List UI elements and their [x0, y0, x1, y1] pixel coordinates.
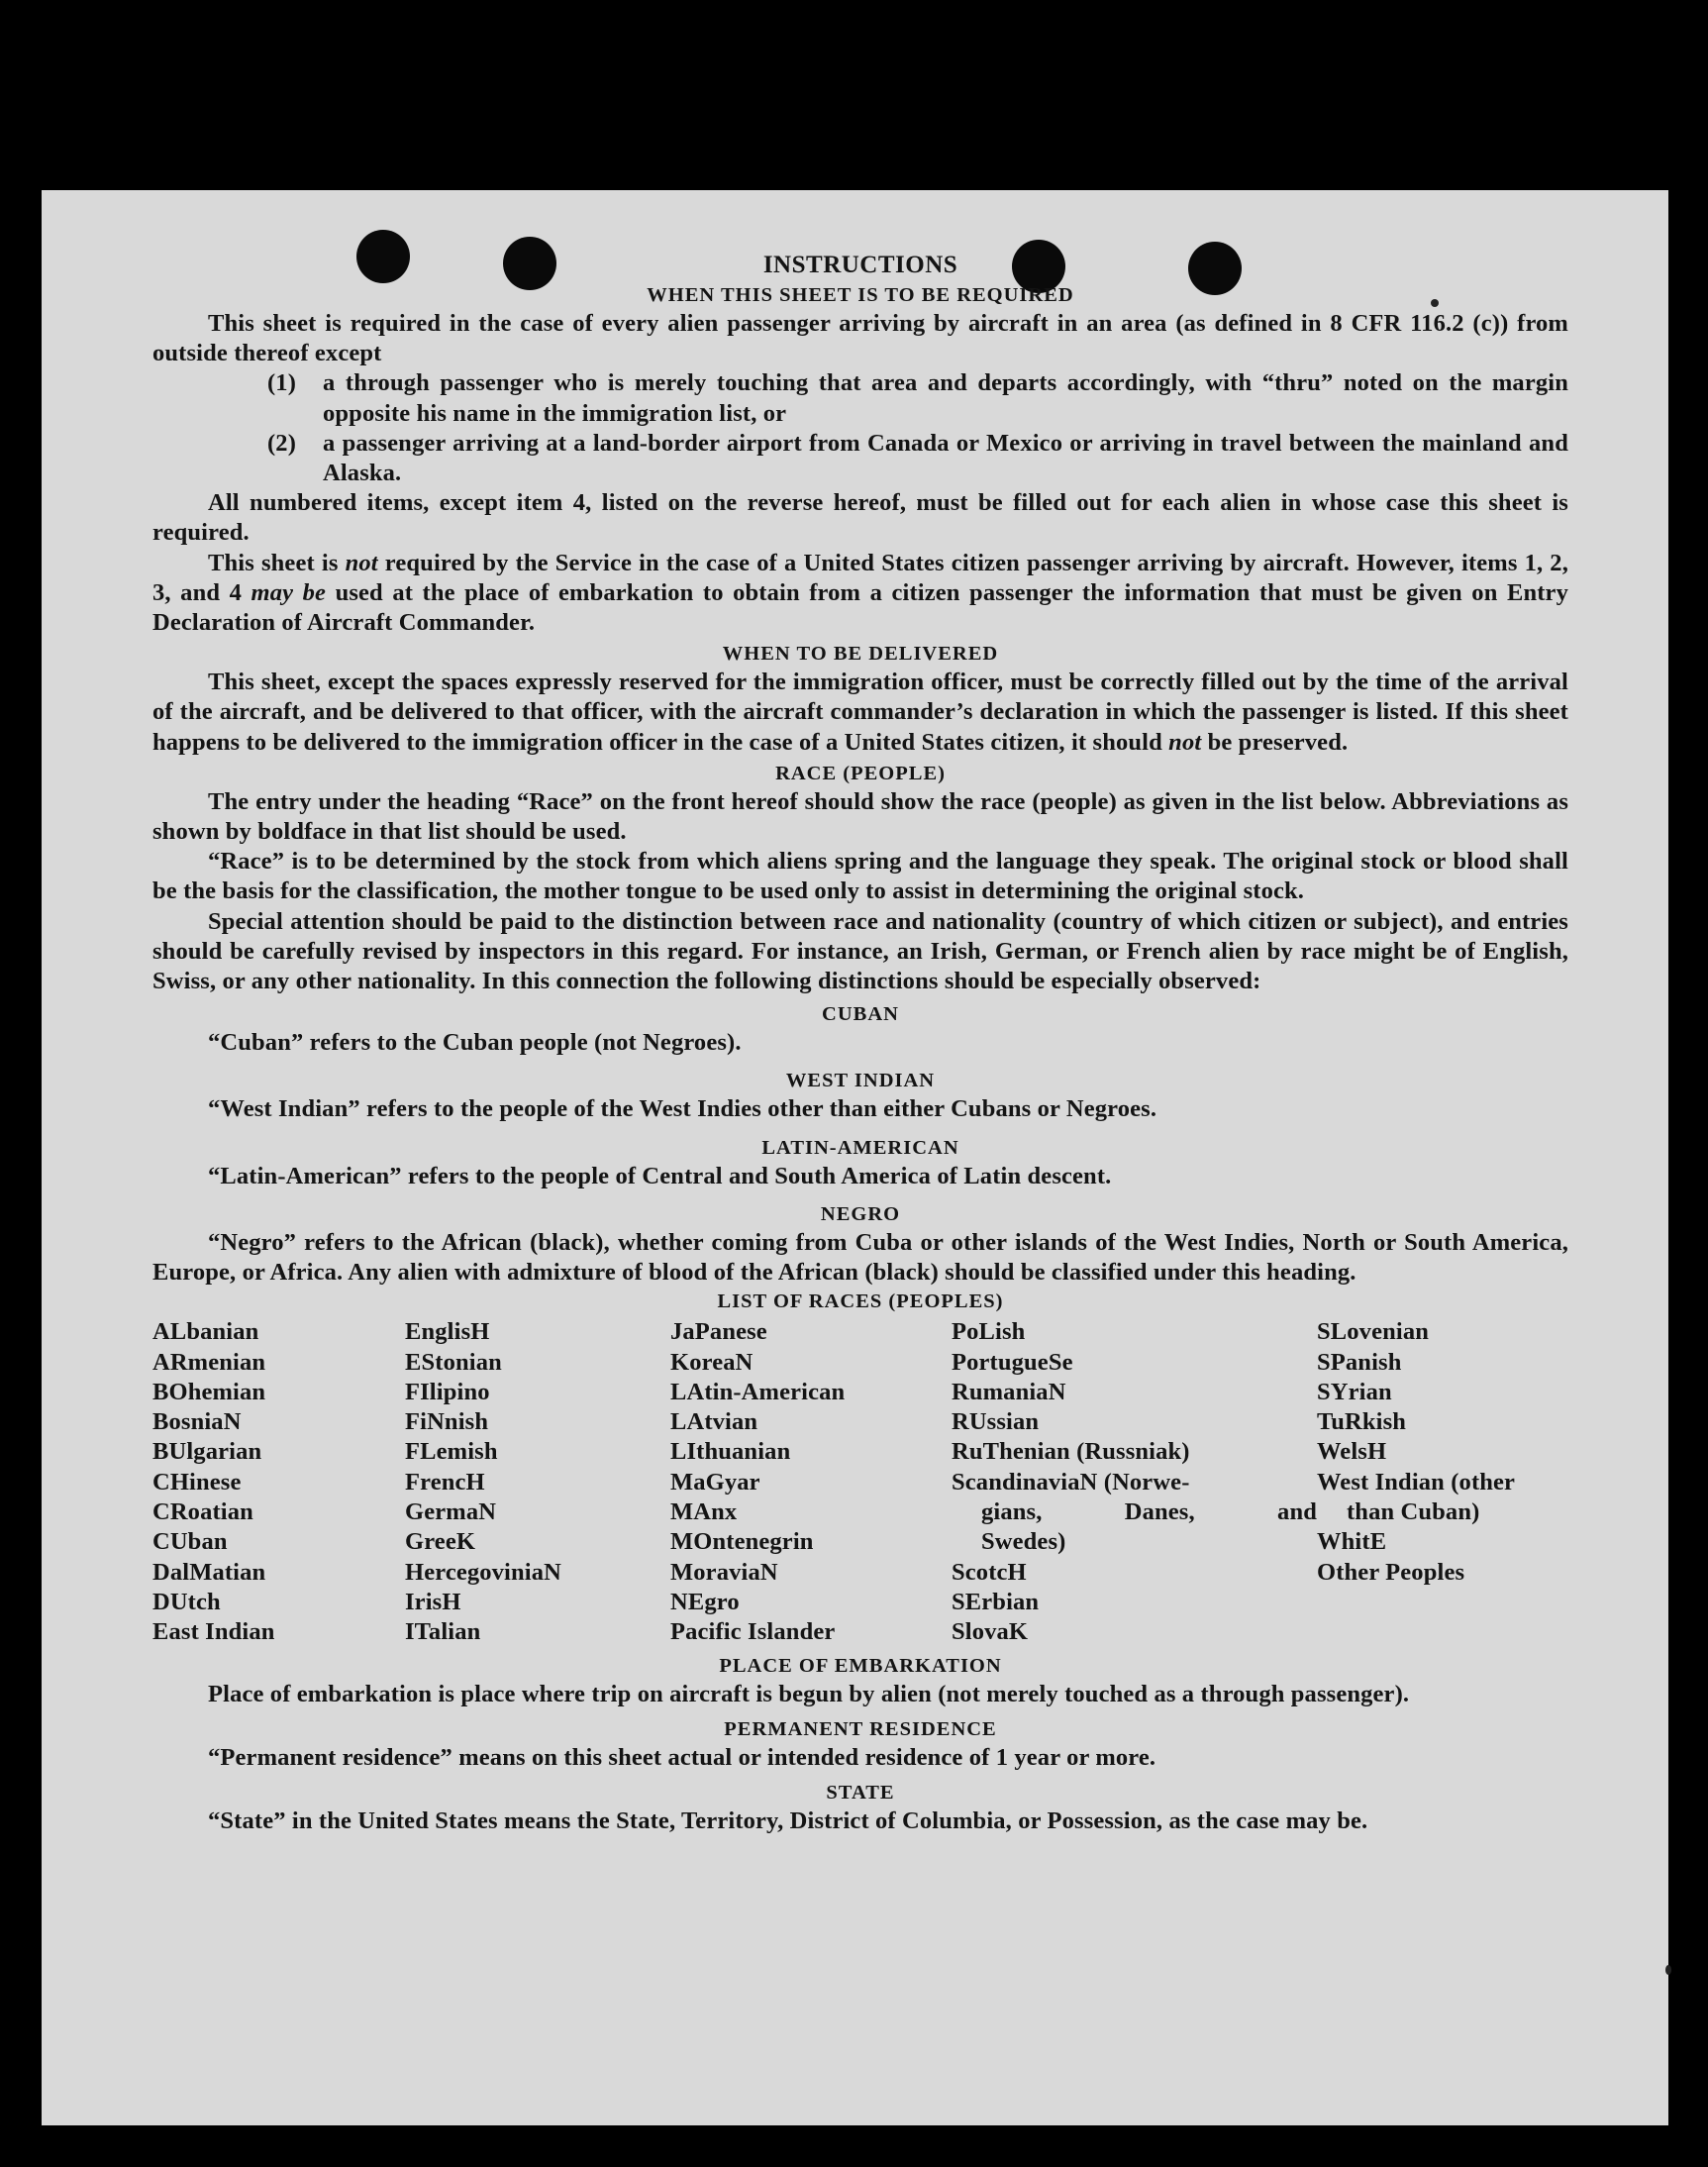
west-indian-heading: WEST INDIAN — [785, 1070, 936, 1092]
race-entry: RUssian — [952, 1408, 1040, 1436]
race-entry: DUtch — [152, 1588, 221, 1615]
race-entry: SErbian — [952, 1588, 1040, 1615]
race-paragraph-1: The entry under the heading “Race” on the front hereof should show the race (people) as given in the list below. Abbreviations as shown by boldface in that list should be used. — [152, 787, 1568, 846]
negro-text: “Negro” refers to the African (black), whether coming from Cuba or other islands of the West Indies, North or South America, Europe, or Africa. Any alien with admixture of blood of the African (black) should be classified under this heading. — [152, 1228, 1568, 1287]
race-entry: HercegoviniaN — [405, 1558, 561, 1586]
race-entry: East Indian — [152, 1618, 275, 1646]
when-required-heading: WHEN THIS SHEET IS TO BE REQUIRED — [647, 284, 1074, 306]
race-entry: SlovaK — [952, 1618, 1029, 1646]
races-list-heading: LIST OF RACES (PEOPLES) — [717, 1290, 1004, 1313]
page-title: INSTRUCTIONS — [762, 252, 958, 278]
when-required-intro: This sheet is required in the case of every alien passenger arriving by aircraft in an area (as defined in 8 CFR 116.2 (c)) from outside thereof except — [152, 310, 1568, 367]
race-entry: ITalian — [405, 1618, 481, 1646]
when-delivered-heading: WHEN TO BE DELIVERED — [722, 643, 999, 666]
race-entry: GermaN — [405, 1498, 497, 1526]
race-entry: LAtvian — [670, 1408, 758, 1436]
speck — [1665, 1965, 1671, 1975]
race-entry: GreeK — [405, 1528, 476, 1556]
latin-american-heading: LATIN-AMERICAN — [761, 1136, 959, 1159]
residence-text: “Permanent residence” means on this sheet actual or intended residence of 1 year or more. — [208, 1743, 1156, 1771]
race-paragraph-3: Special attention should be paid to the distinction between race and nationality (country of which citizen or subject), and entries should be carefully revised by inspectors in this regard. For instance, an Irish, German, or French alien by race might be of English, Swiss, or any other nationality. In this connection the following distinctions should be especially observed: — [152, 907, 1568, 995]
exception-text: a passenger arriving at a land-border airport from Canada or Mexico or arriving in travel between the mainland and Alaska. — [323, 429, 1568, 487]
race-entry: BosniaN — [152, 1408, 242, 1436]
race-entry: PoLish — [952, 1318, 1026, 1346]
race-entry: MoraviaN — [670, 1558, 778, 1586]
numbered-items-paragraph: All numbered items, except item 4, listed on the reverse hereof, must be filled out for each alien in whose case this sheet is required. — [152, 489, 1568, 547]
residence-heading: PERMANENT RESIDENCE — [724, 1717, 997, 1740]
race-entry: SLovenian — [1317, 1318, 1429, 1346]
race-entry: BUlgarian — [152, 1438, 262, 1466]
race-entry: MaGyar — [670, 1468, 760, 1496]
exception-text: a through passenger who is merely touching that area and departs accordingly, with “thru” noted on the margin opposite his name in the immigration list, or — [323, 369, 1568, 427]
race-entry: FIlipino — [405, 1378, 490, 1405]
race-entry: FLemish — [405, 1438, 498, 1466]
race-entry: ALbanian — [152, 1318, 259, 1346]
race-entry: IrisH — [405, 1588, 461, 1615]
race-entry: CRoatian — [152, 1498, 253, 1526]
race-entry: ARmenian — [152, 1348, 266, 1376]
instructions-body — [152, 250, 1568, 1836]
embarkation-heading: PLACE OF EMBARKATION — [719, 1654, 1002, 1677]
race-entry: CHinese — [152, 1468, 242, 1496]
cuban-text: “Cuban” refers to the Cuban people (not Negroes). — [208, 1029, 742, 1057]
race-paragraph-2: “Race” is to be determined by the stock from which aliens spring and the language they speak. The original stock or blood shall be the basis for the classification, the mother tongue to be used only to assist in determining the original stock. — [152, 848, 1568, 905]
race-entry: FrencH — [405, 1468, 485, 1496]
race-entry: EnglisH — [405, 1318, 490, 1346]
race-entry: WhitE — [1317, 1528, 1387, 1556]
document-page — [42, 190, 1668, 2125]
race-entry: ScandinaviaN (Norwe- — [952, 1468, 1190, 1496]
citizen-paragraph: This sheet is not required by the Service in the case of a United States citizen passenger arriving by aircraft. However, items 1, 2, 3, and 4 may be used at the place of embarkation to obtain from a citizen passenger the information that must be given on Entry Declaration of Aircraft Commander. — [152, 549, 1568, 637]
cuban-heading: CUBAN — [822, 1003, 899, 1026]
negro-heading: NEGRO — [820, 1202, 901, 1225]
exception-item — [152, 368, 1568, 428]
race-entry: LIthuanian — [670, 1438, 791, 1466]
race-entry: JaPanese — [670, 1318, 767, 1346]
race-entry-continued: gians, Danes, and — [981, 1498, 1317, 1526]
races-column-3 — [670, 1317, 952, 1647]
state-text: “State” in the United States means the State, Territory, District of Columbia, or Possession, as the case may be. — [208, 1806, 1368, 1834]
west-indian-text: “West Indian” refers to the people of the West Indies other than either Cubans or Negroes. — [208, 1095, 1157, 1123]
races-column-5 — [1317, 1317, 1568, 1647]
race-entry: MOntenegrin — [670, 1528, 814, 1556]
race-entry: SPanish — [1317, 1348, 1402, 1376]
races-column-2 — [405, 1317, 670, 1647]
race-entry-continued: than Cuban) — [1347, 1498, 1480, 1526]
race-entry: Other Peoples — [1317, 1558, 1465, 1586]
race-entry: KoreaN — [670, 1348, 754, 1376]
when-delivered-text: This sheet, except the spaces expressly reserved for the immigration officer, must be correctly filled out by the time of the arrival of the aircraft, and be delivered to that officer, with the aircraft commander’s declaration in which the passenger is listed. If this sheet happens to be delivered to the immigration officer in the case of a United States citizen, it should not be preserved. — [152, 669, 1568, 756]
race-entry: DalMatian — [152, 1558, 266, 1586]
latin-american-text: “Latin-American” refers to the people of Central and South America of Latin descent. — [208, 1162, 1112, 1189]
race-entry: EStonian — [405, 1348, 502, 1376]
state-heading: STATE — [826, 1781, 895, 1804]
race-entry: Pacific Islander — [670, 1618, 836, 1646]
race-entry: SYrian — [1317, 1378, 1392, 1405]
race-entry: West Indian (other — [1317, 1468, 1516, 1496]
races-column-1 — [152, 1317, 405, 1647]
race-entry: CUban — [152, 1528, 228, 1556]
race-entry: ScotcH — [952, 1558, 1027, 1586]
race-entry: LAtin-American — [670, 1378, 846, 1405]
race-entry: BOhemian — [152, 1378, 266, 1405]
race-entry: WelsH — [1317, 1438, 1387, 1466]
race-entry: MAnx — [670, 1498, 738, 1526]
exception-item — [152, 429, 1568, 488]
race-entry: TuRkish — [1317, 1408, 1407, 1436]
race-entry: RumaniaN — [952, 1378, 1066, 1405]
race-entry: RuThenian (Russniak) — [952, 1438, 1190, 1466]
races-list — [152, 1317, 1568, 1647]
exception-number: (1) — [267, 369, 297, 397]
exception-number: (2) — [267, 429, 297, 457]
race-entry: NEgro — [670, 1588, 740, 1615]
race-entry: PortugueSe — [952, 1348, 1073, 1376]
race-entry: FiNnish — [405, 1408, 489, 1436]
race-heading: RACE (PEOPLE) — [775, 762, 946, 784]
race-entry-continued: Swedes) — [981, 1528, 1066, 1556]
embarkation-text: Place of embarkation is place where trip on aircraft is begun by alien (not merely touched as a through passenger). — [208, 1680, 1410, 1707]
races-column-4 — [952, 1317, 1317, 1647]
